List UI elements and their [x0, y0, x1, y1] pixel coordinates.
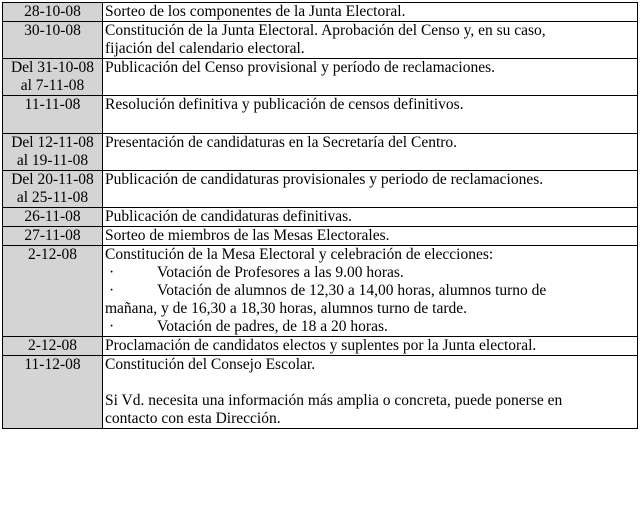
table-row [3, 171, 638, 208]
description-text: Constitución de la Mesa Electoral y celebración de elecciones: [105, 246, 494, 263]
description-text: Publicación de candidaturas definitivas. [105, 208, 353, 225]
date-cell [3, 356, 103, 429]
table-row [3, 22, 638, 59]
table-row [3, 3, 638, 22]
description-text: Resolución definitiva y publicación de censos definitivos. [105, 96, 464, 113]
date-text: al 19-11-08 [16, 152, 89, 169]
electoral-calendar-table [2, 2, 638, 429]
date-text: 2-12-08 [27, 337, 78, 354]
date-cell [3, 3, 103, 22]
description-text: Publicación del Censo provisional y período de reclamaciones. [105, 59, 495, 76]
date-text: Del 31-10-08 [10, 59, 95, 76]
description-text: Sorteo de miembros de las Mesas Electorales. [105, 227, 390, 244]
description-cell [103, 59, 638, 96]
date-cell [3, 134, 103, 171]
date-text: 30-10-08 [24, 22, 81, 39]
description-text: fijación del calendario electoral. [105, 40, 305, 57]
date-text: 2-12-08 [27, 246, 78, 263]
date-text: 28-10-08 [24, 3, 81, 20]
description-cell [103, 96, 638, 134]
date-cell [3, 246, 103, 337]
list-item [105, 264, 635, 282]
description-cell [103, 227, 638, 246]
description-text: Constitución de la Junta Electoral. Aprobación del Censo y, en su caso, [105, 22, 546, 39]
date-text: Del 12-11-08 [11, 134, 94, 151]
date-text: al 25-11-08 [16, 189, 89, 206]
date-cell [3, 171, 103, 208]
list-item-text: Votación de padres, de 18 a 20 horas. [157, 318, 388, 335]
description-cell [103, 337, 638, 356]
bullet-marker: · [109, 282, 115, 299]
date-text: 11-12-08 [24, 356, 81, 373]
table-row [3, 59, 638, 96]
date-text: Del 20-11-08 [11, 171, 94, 188]
list-item [105, 318, 635, 336]
bullet-marker: · [109, 318, 115, 335]
table-row [3, 96, 638, 134]
description-text: Constitución del Consejo Escolar. [105, 356, 316, 373]
date-cell [3, 227, 103, 246]
description-text: Proclamación de candidatos electos y suplentes por la Junta electoral. [105, 337, 537, 354]
list-item-text: Votación de alumnos de 12,30 a 14,00 horas, alumnos turno de [157, 282, 547, 299]
table-row [3, 208, 638, 227]
date-cell [3, 96, 103, 134]
list-item-continuation: mañana, y de 16,30 a 18,30 horas, alumnos turno de tarde. [105, 300, 468, 317]
description-text: Presentación de candidaturas en la Secretaría del Centro. [105, 134, 458, 151]
date-text: 26-11-08 [24, 208, 81, 225]
list-item-text: Votación de Profesores a las 9.00 horas. [157, 264, 404, 281]
date-text: 27-11-08 [24, 227, 81, 244]
description-cell [103, 208, 638, 227]
date-cell [3, 337, 103, 356]
spacer [105, 374, 635, 392]
description-cell [103, 171, 638, 208]
contact-note-text: Si Vd. necesita una información más amplia o concreta, puede ponerse en [105, 392, 563, 409]
list-item [105, 282, 635, 300]
date-cell [3, 22, 103, 59]
description-cell [103, 356, 638, 429]
description-cell [103, 246, 638, 337]
bullet-marker: · [109, 264, 115, 281]
description-cell [103, 134, 638, 171]
table-row [3, 227, 638, 246]
description-text: Publicación de candidaturas provisionales y periodo de reclamaciones. [105, 171, 544, 188]
table-row [3, 246, 638, 337]
date-cell [3, 59, 103, 96]
date-text: 11-11-08 [24, 96, 81, 113]
description-cell [103, 22, 638, 59]
description-cell [103, 3, 638, 22]
table-row [3, 356, 638, 429]
table-row [3, 134, 638, 171]
table-row [3, 337, 638, 356]
description-text: Sorteo de los componentes de la Junta Electoral. [105, 3, 406, 20]
contact-note-text: contacto con esta Dirección. [105, 410, 281, 427]
date-cell [3, 208, 103, 227]
date-text: al 7-11-08 [20, 77, 85, 94]
